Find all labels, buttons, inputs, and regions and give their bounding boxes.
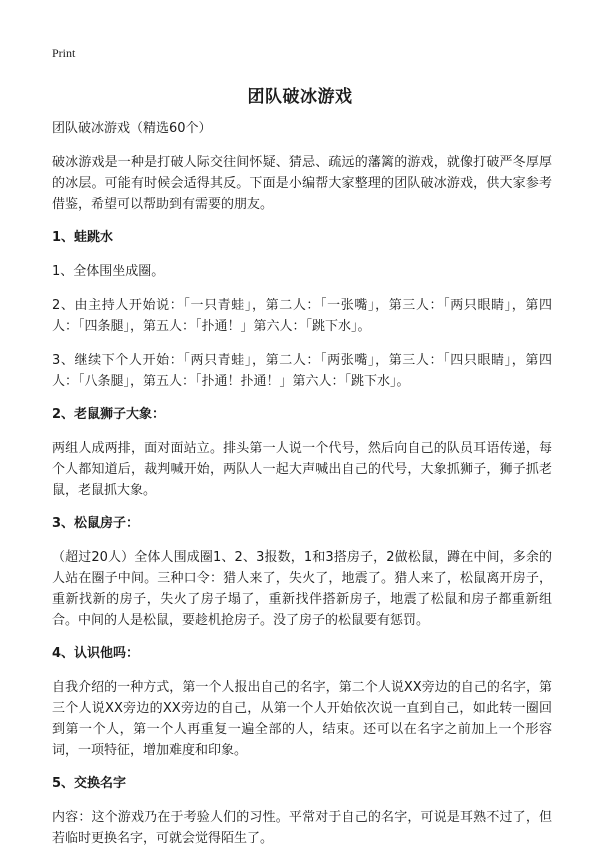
section-paragraph: 1、全体围坐成圈。 — [52, 264, 165, 279]
section-paragraph: （超过20人）全体人围成圈1、2、3报数，1和3搭房子，2做松鼠，蹲在中间，多余的人站在圈子中间。三种口令：猎人来了，失火了，地震了。猎人来了，松鼠离开房子，重新找新的房子，失火了房子塌了，重新找伴搭新房子，地震了松鼠和房子都重新组合。中间的人是松鼠，要趁机抢房子。没了房子的松鼠要有惩罚。 — [52, 550, 552, 628]
page-title: 团队破冰游戏 — [247, 87, 353, 107]
section-heading: 4、认识他吗： — [52, 646, 140, 661]
section-paragraph: 3、继续下个人开始：「两只青蛙」，第二人：「两张嘴」，第三人：「四只眼睛」，第四人：「八条腿」，第五人：「扑通！扑通！」第六人：「跳下水」。 — [52, 353, 552, 389]
section-paragraph: 自我介绍的一种方式，第一个人报出自己的名字，第二个人说XX旁边的自己的名字，第三个人说XX旁边的XX旁边的自己，从第一个人开始依次说一直到自己，如此转一圈回到第一个人，第一个人再重复一遍全部的人，结束。还可以在名字之前加上一个形容词，一项特征，增加难度和印象。 — [52, 680, 552, 758]
subtitle: 团队破冰游戏（精选60个） — [52, 121, 212, 136]
section-paragraph: 2、由主持人开始说：「一只青蛙」，第二人：「一张嘴」，第三人：「两只眼睛」，第四人：「四条腿」，第五人：「扑通！」第六人：「跳下水」。 — [52, 298, 552, 334]
intro-paragraph: 破冰游戏是一种是打破人际交往间怀疑、猜忌、疏远的藩篱的游戏，就像打破严冬厚厚的冰层。可能有时候会适得其反。下面是小编帮大家整理的团队破冰游戏，供大家参考借鉴，希望可以帮助到有需要的朋友。 — [52, 155, 552, 212]
document-body — [52, 118, 552, 849]
section-heading: 2、老鼠狮子大象： — [52, 407, 166, 422]
section-paragraph: 两组人成两排，面对面站立。排头第一人说一个代号，然后向自己的队员耳语传递，每个人都知道后，裁判喊开始，两队人一起大声喊出自己的代号，大象抓狮子，狮子抓老鼠，老鼠抓大象。 — [52, 441, 552, 498]
section-heading: 1、蛙跳水 — [52, 230, 114, 245]
print-link[interactable]: Print — [52, 46, 76, 60]
section-heading: 5、交换名字 — [52, 776, 127, 791]
section-paragraph: 内容：这个游戏乃在于考验人们的习性。平常对于自己的名字，可说是耳熟不过了，但若临时更换名字，可就会觉得陌生了。 — [52, 810, 552, 846]
section-heading: 3、松鼠房子： — [52, 516, 140, 531]
